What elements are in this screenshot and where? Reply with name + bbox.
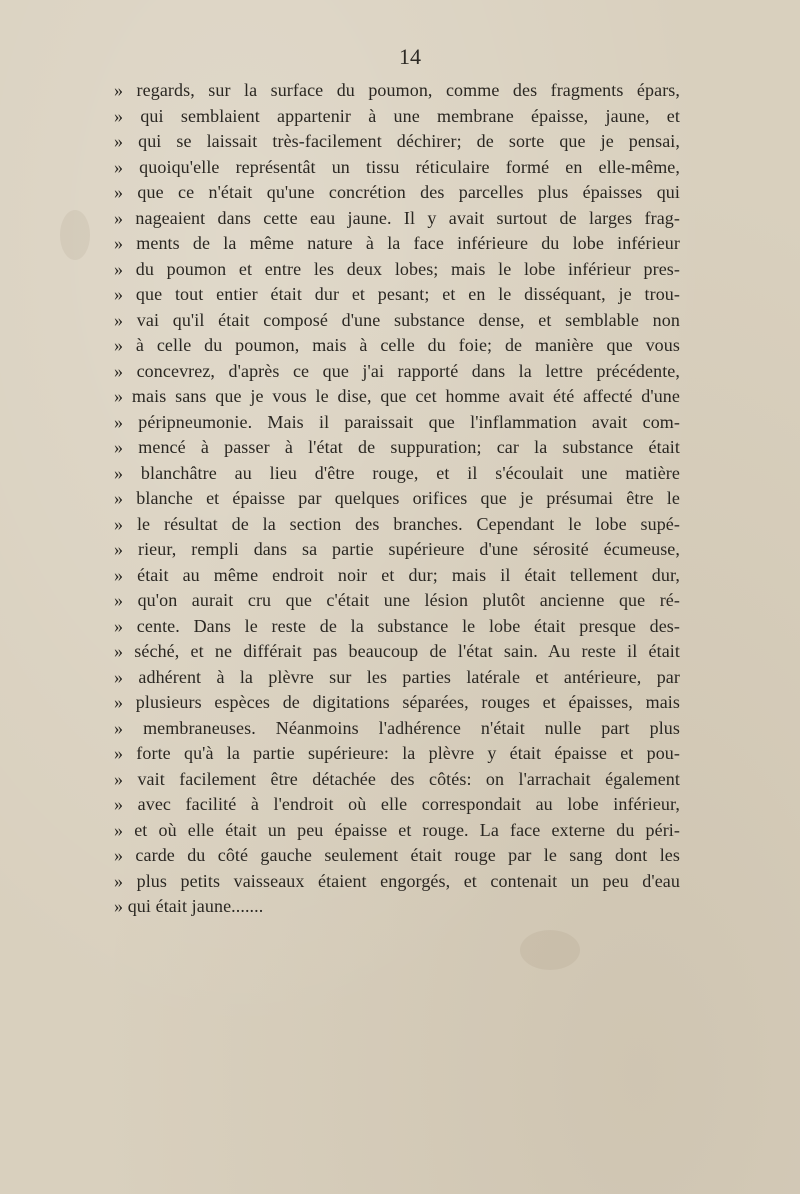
text-line: » le résultat de la section des branches. Cependant le lobe supé- xyxy=(114,513,680,534)
text-line: » membraneuses. Néanmoins l'adhérence n'était nulle part plus xyxy=(114,717,680,738)
text-line: » vai qu'il était composé d'une substance dense, et semblable non xyxy=(114,309,680,330)
text-line: » blanchâtre au lieu d'être rouge, et il s'écoulait une matière xyxy=(114,462,680,483)
text-line: » et où elle était un peu épaisse et rouge. La face externe du péri- xyxy=(114,819,680,840)
text-line: » nageaient dans cette eau jaune. Il y avait surtout de larges frag- xyxy=(114,207,680,228)
text-line: » mencé à passer à l'état de suppuration; car la substance était xyxy=(114,437,680,457)
text-line: » concevrez, d'après ce que j'ai rapporté dans la lettre précédente, xyxy=(114,360,680,381)
text-line: » vait facilement être détachée des côtés: on l'arrachait également xyxy=(114,768,680,789)
paper-stain xyxy=(60,210,90,260)
text-line: » péripneumonie. Mais il paraissait que l'inflammation avait com- xyxy=(114,411,680,432)
text-line: » blanche et épaisse par quelques orifices que je présumai être le xyxy=(114,488,680,508)
text-line: » plus petits vaisseaux étaient engorgés, et contenait un peu d'eau xyxy=(114,870,680,891)
text-line: » carde du côté gauche seulement était rouge par le sang dont les xyxy=(114,845,680,865)
text-line: » était au même endroit noir et dur; mais il était tellement dur, xyxy=(114,564,680,585)
page-number: 14 xyxy=(399,44,421,69)
text-line: » adhérent à la plèvre sur les parties latérale et antérieure, par xyxy=(114,666,680,687)
text-line: » quoiqu'elle représentât un tissu réticulaire formé en elle-même, xyxy=(114,156,680,177)
text-line: » que tout entier était dur et pesant; et en le disséquant, je trou- xyxy=(114,284,680,304)
text-line: » plusieurs espèces de digitations séparées, rouges et épaisses, mais xyxy=(114,692,680,712)
text-line: » à celle du poumon, mais à celle du foie; de manière que vous xyxy=(114,335,680,355)
text-line: » mais sans que je vous le dise, que cet homme avait été affecté d'une xyxy=(114,386,680,406)
text-line: » rieur, rempli dans sa partie supérieure d'une sérosité écumeuse, xyxy=(114,539,680,559)
text-line: » forte qu'à la partie supérieure: la plèvre y était épaisse et pou- xyxy=(114,743,680,763)
text-line: » cente. Dans le reste de la substance le lobe était presque des- xyxy=(114,615,680,636)
text-line: » du poumon et entre les deux lobes; mais le lobe inférieur pres- xyxy=(114,258,680,279)
text-line: » avec facilité à l'endroit où elle correspondait au lobe inférieur, xyxy=(114,794,680,814)
text-line: » qu'on aurait cru que c'était une lésion plutôt ancienne que ré- xyxy=(114,590,680,610)
text-line: » qui était jaune....... xyxy=(114,896,264,916)
text-line: » qui se laissait très-facilement déchirer; de sorte que je pensai, xyxy=(114,131,680,151)
paper-stain xyxy=(520,930,580,970)
text-line: » séché, et ne différait pas beaucoup de l'état sain. Au reste il était xyxy=(114,641,680,661)
text-line: » ments de la même nature à la face inférieure du lobe inférieur xyxy=(114,233,680,253)
text-line: » que ce n'était qu'une concrétion des parcelles plus épaisses qui xyxy=(114,182,680,202)
text-line: » qui semblaient appartenir à une membrane épaisse, jaune, et xyxy=(114,105,680,126)
text-line: » regards, sur la surface du poumon, comme des fragments épars, xyxy=(114,80,680,100)
body-text xyxy=(114,78,680,920)
